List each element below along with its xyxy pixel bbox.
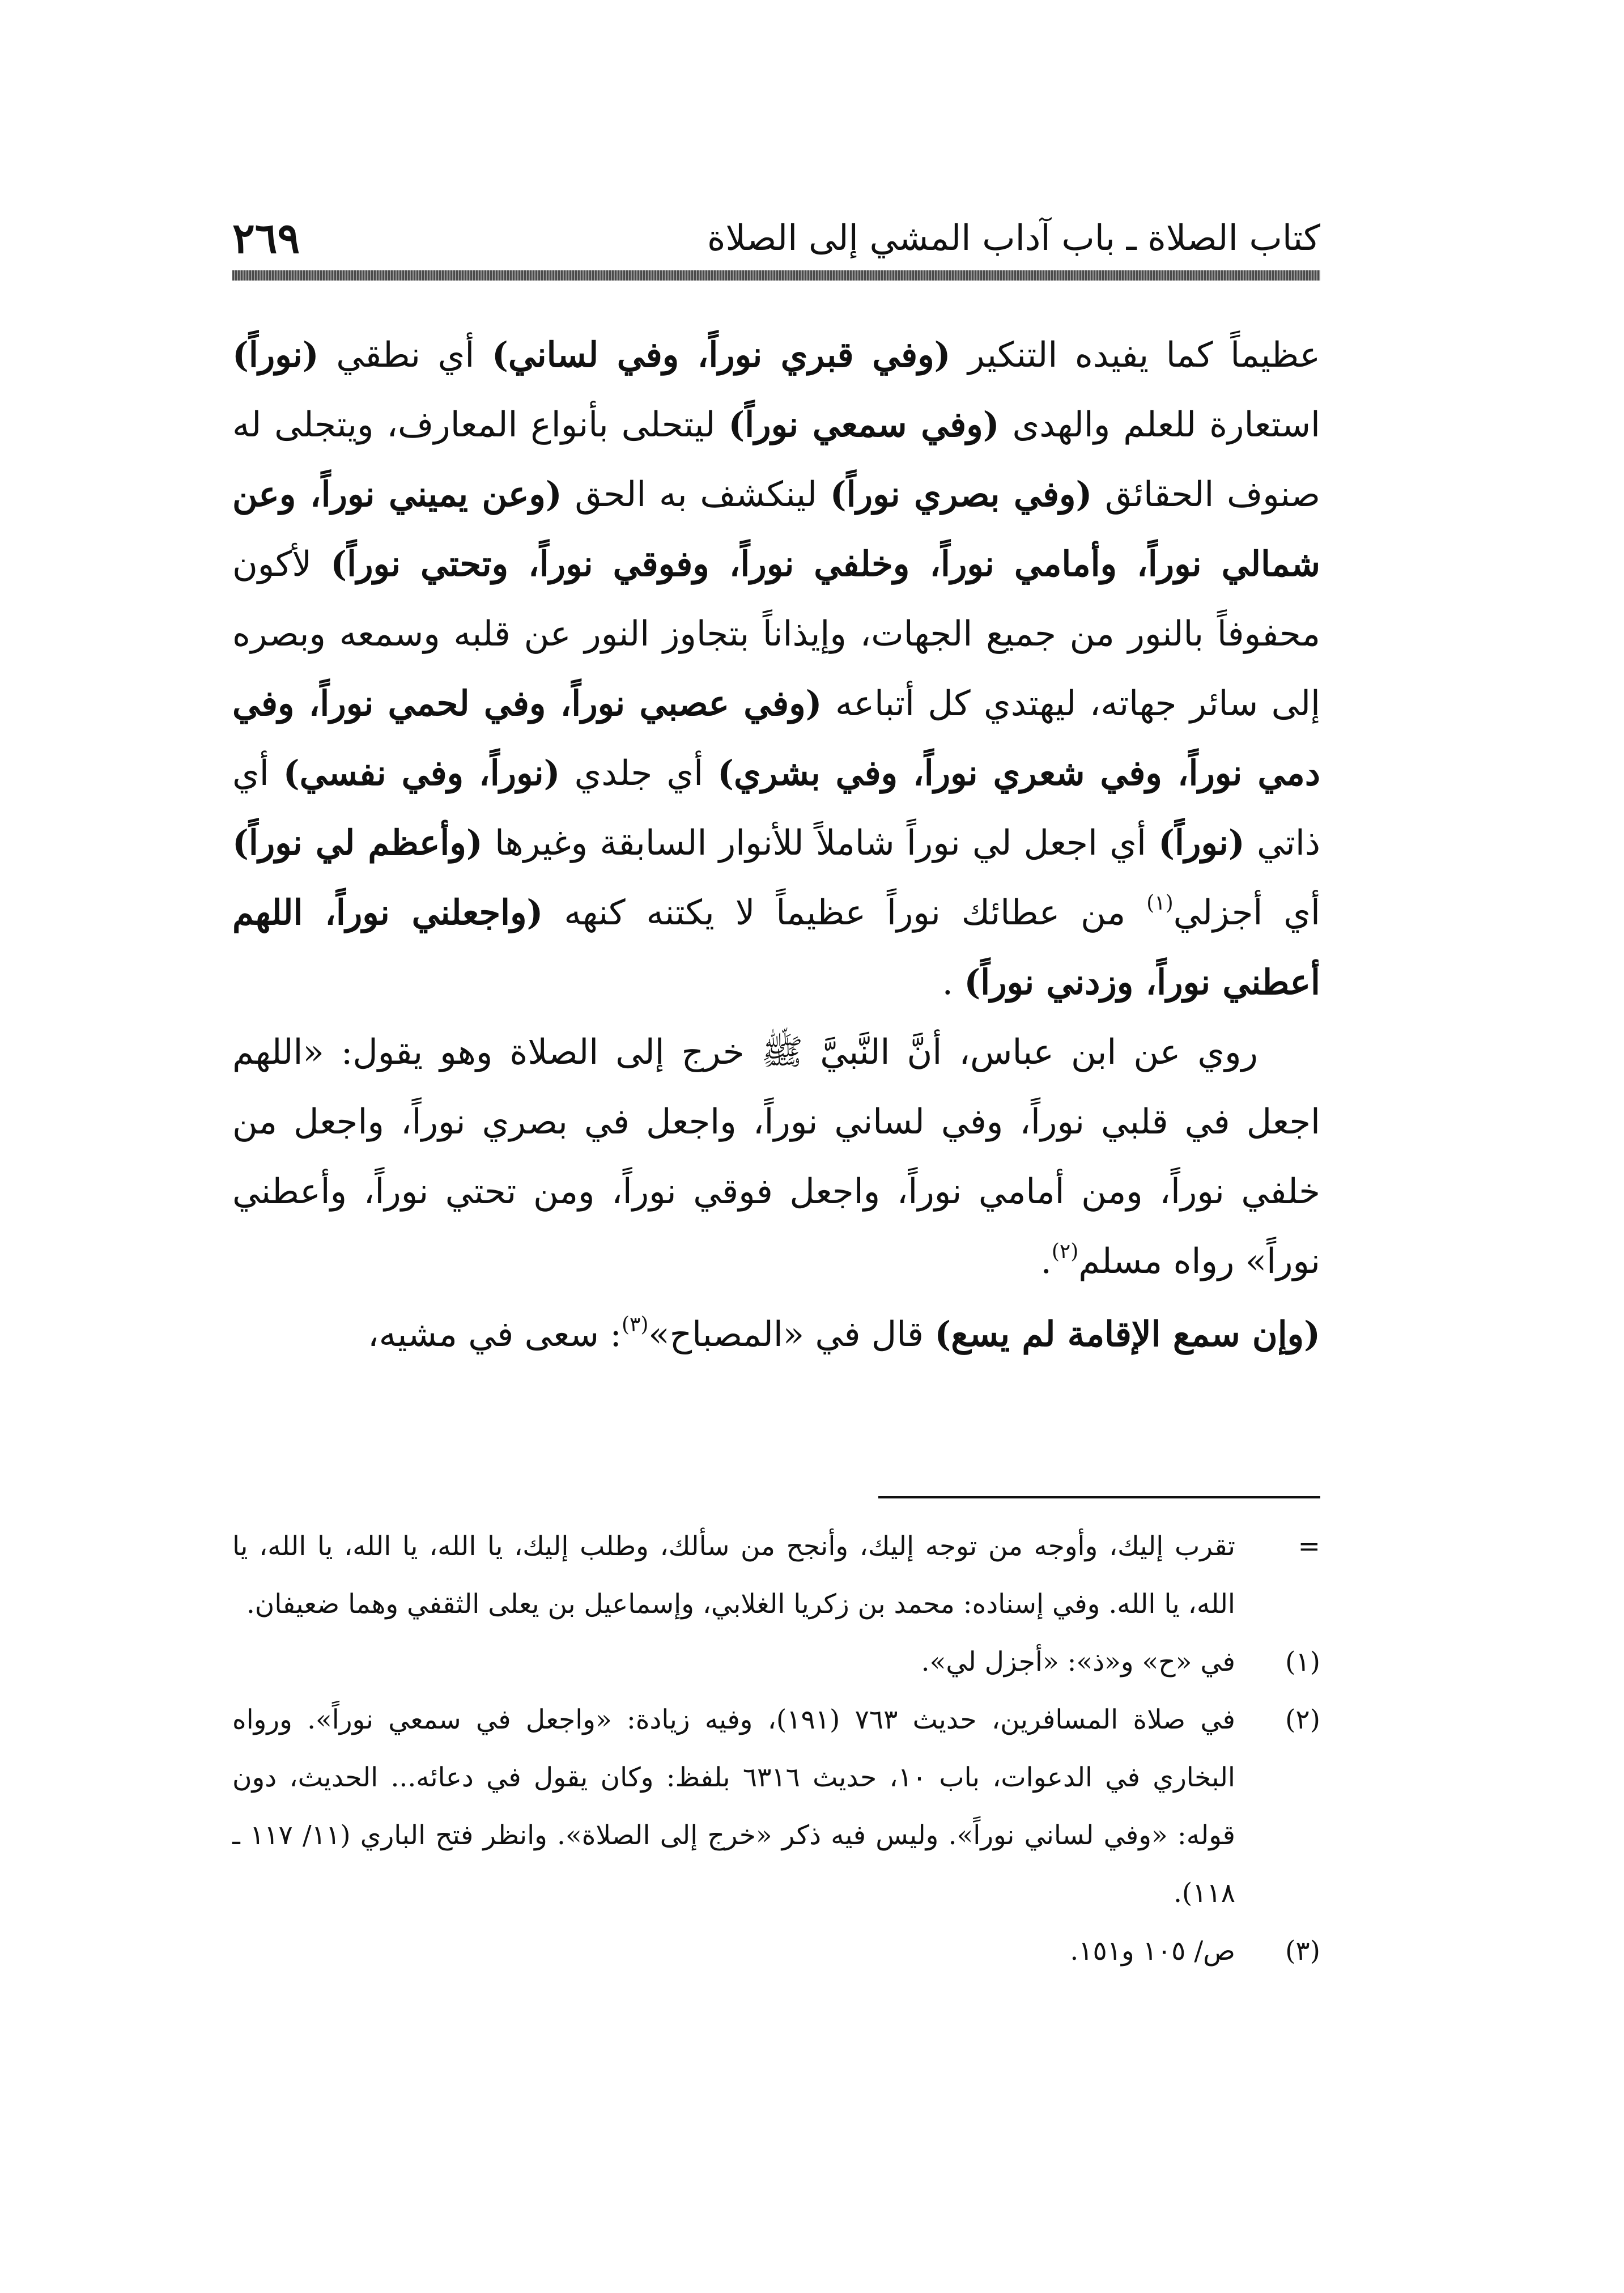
sharh-text: أي جلدي bbox=[560, 753, 718, 793]
matn-text: (وفي بصري نوراً) bbox=[830, 474, 1092, 515]
footnote-marker: = bbox=[1298, 1531, 1320, 1562]
footnote-text: في صلاة المسافرين، حديث ٧٦٣ (١٩١)، وفيه زيادة: «واجعل في سمعي نوراً». ورواه البخاري في الدعوات، باب ١٠، حديث ٦٣١٦ بلفظ: وكان يقول في دعائه... الحديث، دون قوله: «وفي لساني نوراً». وليس فيه ذكر «خرج إلى الصلاة». وانظر فتح الباري (١١/ ١١٧ ـ ١١٨). bbox=[232, 1704, 1235, 1909]
sharh-text: أي نطقي bbox=[318, 335, 492, 375]
header-rule bbox=[232, 270, 1320, 281]
sharh-text: . bbox=[1040, 1241, 1052, 1281]
sharh-text: أي اجعل لي نوراً شاملاً للأنوار السابقة وغيرها bbox=[482, 823, 1159, 863]
footnote-separator bbox=[878, 1496, 1320, 1498]
sharh-text: أي أجزلي bbox=[1173, 893, 1320, 933]
main-text bbox=[232, 320, 1320, 1369]
footnote-text: ص/ ١٠٥ و١٥١. bbox=[1070, 1935, 1235, 1967]
sharh-text: : سعى في مشيه، bbox=[367, 1314, 622, 1354]
sharh-text: لأكون محفوفاً بالنور من جميع الجهات، وإيذاناً بتجاوز النور عن قلبه وسمعه وبصره إلى سائر جهاته، ليهتدي كل أتباعه bbox=[232, 544, 1321, 724]
sharh-text: أي ذاتي bbox=[232, 753, 1320, 863]
matn-text: (نوراً، وفي نفسي) bbox=[283, 753, 560, 793]
footnotes bbox=[232, 1518, 1320, 1980]
matn-text: (وفي قبري نوراً، وفي لساني) bbox=[491, 335, 951, 375]
matn-paragraph bbox=[232, 1300, 1320, 1369]
sharh-text: استعارة للعلم والهدى bbox=[999, 405, 1320, 445]
sharh-text: ليتحلى بأنواع المعارف، ويتجلى له صنوف الحقائق bbox=[232, 405, 1320, 515]
matn-text: (واجعلني نوراً، اللهم أعطني نوراً، وزدني نوراً) bbox=[232, 893, 1320, 1003]
footnote-reference: (١) bbox=[1146, 891, 1174, 915]
matn-text: (نوراً) bbox=[1158, 823, 1245, 863]
sharh-text: لينكشف به الحق bbox=[562, 474, 830, 515]
footnote-marker: (٢) bbox=[1285, 1704, 1320, 1735]
footnote bbox=[232, 1922, 1320, 1980]
matn-text: (وإن سمع الإقامة لم يسع) bbox=[934, 1314, 1320, 1354]
sharh-text: من عطائك نوراً عظيماً لا يكتنه كنهه bbox=[543, 893, 1147, 933]
footnote-marker: (٣) bbox=[1285, 1935, 1320, 1967]
commentary-paragraph bbox=[232, 320, 1320, 1017]
page-number: ٢٦٩ bbox=[232, 214, 300, 263]
sharh-text: عظيماً كما يفيده التنكير bbox=[950, 335, 1320, 375]
footnote bbox=[232, 1518, 1320, 1633]
matn-text: (وعن يميني نوراً، وعن شمالي نوراً، وأمامي نوراً، وخلفي نوراً، وفوقي نوراً، وتحتي نوراً) bbox=[232, 474, 1320, 584]
footnote bbox=[232, 1633, 1320, 1691]
footnote-text: في «ح» و«ذ»: «أجزل لي». bbox=[921, 1646, 1235, 1678]
footnote-marker: (١) bbox=[1285, 1646, 1320, 1678]
matn-text: (نوراً) bbox=[232, 335, 319, 375]
footnote bbox=[232, 1691, 1320, 1922]
matn-text: (وأعظم لي نوراً) bbox=[232, 823, 483, 863]
sharh-text: . bbox=[942, 962, 964, 1003]
sharh-text: قال في «المصباح» bbox=[648, 1314, 935, 1354]
footnote-reference: (٢) bbox=[1051, 1240, 1079, 1263]
footnote-text: تقرب إليك، وأوجه من توجه إليك، وأنجح من سألك، وطلب إليك، يا الله، يا الله، يا الله، يا الله، يا الله. وفي إسناده: محمد بن زكريا الغلابي، وإسماعيل بن يعلى الثقفي وهما ضعيفان. bbox=[232, 1531, 1235, 1620]
footnote-reference: (٣) bbox=[621, 1313, 649, 1336]
matn-text: (وفي عصبي نوراً، وفي لحمي نوراً، وفي دمي نوراً، وفي شعري نوراً، وفي بشري) bbox=[232, 683, 1321, 793]
running-title: كتاب الصلاة ـ باب آداب المشي إلى الصلاة bbox=[707, 217, 1320, 258]
sharh-text: روي عن ابن عباس، أنَّ النَّبيَّ ﷺ خرج إلى الصلاة وهو يقول: «اللهم اجعل في قلبي نوراً، وفي لساني نوراً، واجعل في بصري نوراً، واجعل من خلفي نوراً، ومن أمامي نوراً، واجعل فوقي نوراً، ومن تحتي نوراً، وأعطني نوراً» رواه مسلم bbox=[232, 1032, 1320, 1281]
page-header bbox=[232, 210, 1320, 272]
hadith-paragraph bbox=[232, 1017, 1320, 1296]
matn-text: (وفي سمعي نوراً) bbox=[728, 405, 1000, 445]
